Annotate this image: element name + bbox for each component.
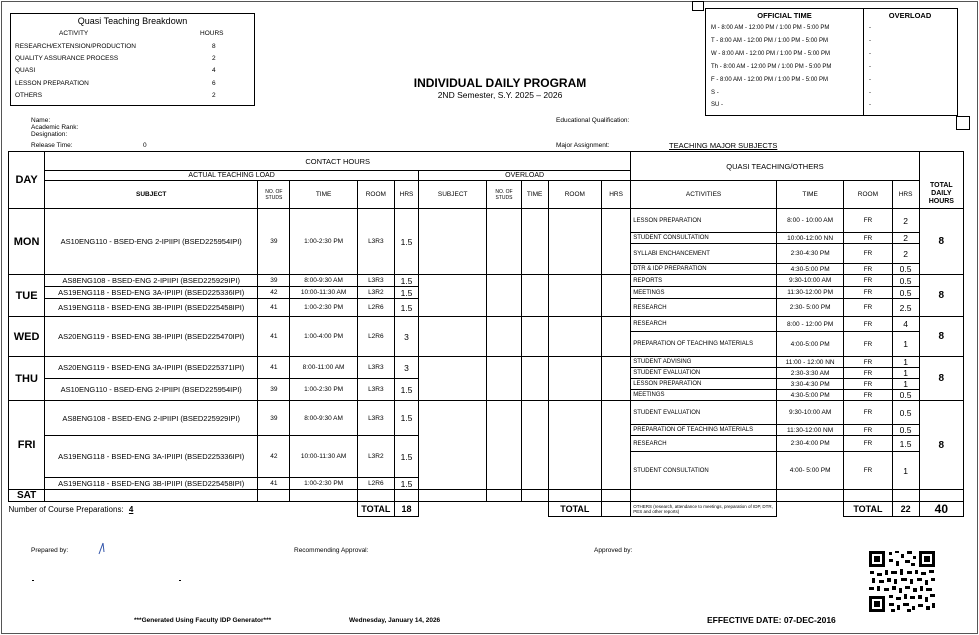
- table-row: [9, 275, 964, 287]
- table-cell: [45, 490, 258, 502]
- day-header: DAY: [9, 152, 45, 209]
- table-cell: 10:00-12:00 NN: [776, 233, 843, 244]
- official-time-row: W - 8:00 AM - 12:00 PM / 1:00 PM - 5:00 PM: [711, 51, 831, 57]
- day-mon: MON: [9, 209, 45, 275]
- table-cell: [601, 490, 630, 502]
- table-cell: 2: [892, 209, 919, 233]
- table-cell: RESEARCH: [631, 317, 777, 332]
- table-cell: SYLLABI ENCHANCEMENT: [631, 244, 777, 264]
- table-cell: L3R3: [357, 209, 394, 275]
- table-cell: [419, 490, 487, 502]
- table-cell: AS20ENG119 - BSED-ENG 3B-IPIIPI (BSED225470IPI): [45, 317, 258, 357]
- table-cell: [419, 357, 487, 401]
- overload-total-value: [601, 502, 630, 517]
- table-cell: AS19ENG118 - BSED-ENG 3B-IPIIPI (BSED225458IPI): [45, 299, 258, 317]
- table-cell: [521, 275, 548, 317]
- qr-code: [867, 549, 937, 614]
- table-cell: 1.5: [394, 379, 418, 401]
- overload-value: -: [869, 102, 871, 108]
- table-cell: [548, 357, 601, 401]
- table-cell: L2R6: [357, 317, 394, 357]
- col-time: TIME: [290, 181, 357, 209]
- table-cell: 10:00-11:30 AM: [290, 287, 357, 299]
- day-thu: THU: [9, 357, 45, 401]
- table-cell: L3R3: [357, 379, 394, 401]
- totals-row: [9, 502, 964, 517]
- table-cell: 9:30-10:00 AM: [776, 401, 843, 425]
- approved-by-label: Approved by:: [594, 547, 633, 554]
- table-cell: [548, 401, 601, 490]
- designation-label: Designation:: [31, 131, 68, 138]
- table-cell: 8:00-11:00 AM: [290, 357, 357, 379]
- table-cell: FR: [844, 299, 892, 317]
- table-cell: 1:00-2:30 PM: [290, 478, 357, 490]
- table-cell: 1: [892, 368, 919, 379]
- course-preps-value: 4: [128, 504, 134, 514]
- table-cell: L3R3: [357, 275, 394, 287]
- generated-date: Wednesday, January 14, 2026: [349, 617, 441, 624]
- generated-note: ***Generated Using Faculty IDP Generator***: [134, 617, 272, 624]
- table-cell: 4:00-5:00 PM: [776, 332, 843, 357]
- table-cell: L2R6: [357, 478, 394, 490]
- semester-label: 2ND Semester, S.Y. 2025 – 2026: [437, 90, 563, 100]
- table-cell: STUDENT CONSULTATION: [631, 452, 777, 490]
- col-ol-subject: SUBJECT: [419, 181, 487, 209]
- table-cell: 4:30-5:00 PM: [776, 390, 843, 401]
- quasi-col-hours: HOURS: [200, 30, 224, 37]
- table-cell: [601, 357, 630, 401]
- table-cell: FR: [844, 390, 892, 401]
- overload-value: -: [869, 38, 871, 44]
- signature-line-mark: [179, 580, 181, 581]
- table-cell: [521, 209, 548, 275]
- col-hrs: HRS: [394, 181, 418, 209]
- table-cell: 11:00 - 12:00 NN: [776, 357, 843, 368]
- table-cell: AS10ENG110 - BSED-ENG 2-IPIIPI (BSED225954IPI): [45, 379, 258, 401]
- table-cell: 8:00 - 10:00 AM: [776, 209, 843, 233]
- table-cell: 4:30-5:00 PM: [776, 264, 843, 275]
- table-cell: 10:00-11:30 AM: [290, 436, 357, 478]
- release-value: 0: [143, 142, 147, 149]
- col-total-daily: TOTAL DAILY HOURS: [919, 181, 963, 209]
- table-cell: [419, 317, 487, 357]
- table-cell: FR: [844, 368, 892, 379]
- table-row: [9, 317, 964, 332]
- table-cell: [419, 401, 487, 490]
- overload-value: -: [869, 77, 871, 83]
- table-cell: FR: [844, 332, 892, 357]
- corner-marker: [956, 116, 970, 130]
- table-cell: 9:30-10:00 AM: [776, 275, 843, 287]
- table-cell: [357, 490, 394, 502]
- quasi-others-header: QUASI TEACHING/OTHERS: [631, 152, 919, 181]
- table-cell: 0.5: [892, 401, 919, 425]
- table-cell: [601, 401, 630, 490]
- table-cell: [9, 502, 358, 517]
- effective-date: EFFECTIVE DATE: 07-DEC-2016: [707, 615, 836, 625]
- table-cell: FR: [844, 209, 892, 233]
- table-cell: 41: [258, 357, 290, 379]
- table-cell: 39: [258, 379, 290, 401]
- overload-value: -: [869, 90, 871, 96]
- table-cell: PREPARATION OF TEACHING MATERIALS: [631, 332, 777, 357]
- official-time-box: [705, 8, 958, 116]
- table-cell: 3: [394, 357, 418, 379]
- table-cell: [548, 275, 601, 317]
- table-cell: L3R2: [357, 287, 394, 299]
- table-cell: AS8ENG108 - BSED-ENG 2-IPIIPI (BSED225929IPI): [45, 275, 258, 287]
- table-cell: STUDENT CONSULTATION: [631, 233, 777, 244]
- table-cell: AS8ENG108 - BSED-ENG 2-IPIIPI (BSED225929IPI): [45, 401, 258, 436]
- table-cell: 2:30- 5:00 PM: [776, 299, 843, 317]
- table-cell: STUDENT EVALUATION: [631, 368, 777, 379]
- overload-value: -: [869, 51, 871, 57]
- day-wed: WED: [9, 317, 45, 357]
- table-cell: [776, 502, 843, 517]
- table-cell: 0.5: [892, 425, 919, 436]
- table-cell: 2:30-4:30 PM: [776, 244, 843, 264]
- official-time-row: F - 8:00 AM - 12:00 PM / 1:00 PM - 5:00 PM: [711, 77, 829, 83]
- day-tue: TUE: [9, 275, 45, 317]
- table-cell: [548, 317, 601, 357]
- edu-qualification-label: Educational Qualification:: [556, 117, 630, 124]
- table-cell: [487, 209, 521, 275]
- table-cell: 0.5: [892, 287, 919, 299]
- table-cell: L3R3: [357, 357, 394, 379]
- rank-label: Academic Rank:: [31, 124, 79, 131]
- table-cell: 1.5: [394, 275, 418, 287]
- official-time-title: OFFICIAL TIME: [757, 11, 812, 20]
- table-row: [9, 490, 964, 502]
- day-sat: SAT: [9, 490, 45, 502]
- quasi-row: LESSON PREPARATION 6: [15, 79, 216, 87]
- table-cell: STUDENT ADVISING: [631, 357, 777, 368]
- table-cell: L2R6: [357, 299, 394, 317]
- table-cell: 1:00-2:30 PM: [290, 209, 357, 275]
- quasi-col-activity: ACTIVITY: [59, 30, 89, 37]
- col-ol-hrs: HRS: [601, 181, 630, 209]
- table-cell: FR: [844, 233, 892, 244]
- table-cell: 2: [892, 233, 919, 244]
- official-time-row: M - 8:00 AM - 12:00 PM / 1:00 PM - 5:00 PM: [711, 25, 830, 31]
- table-row: [9, 401, 964, 425]
- table-cell: 8: [919, 401, 963, 490]
- table-cell: FR: [844, 317, 892, 332]
- table-row: [9, 357, 964, 368]
- quasi-row: QUALITY ASSURANCE PROCESS 2: [15, 54, 216, 62]
- table-cell: 42: [258, 287, 290, 299]
- signature-mark: [96, 540, 110, 556]
- table-cell: FR: [844, 401, 892, 425]
- table-cell: 2:30-4:00 PM: [776, 436, 843, 452]
- official-time-row: SU -: [711, 102, 724, 108]
- table-cell: 1:00-4:00 PM: [290, 317, 357, 357]
- table-cell: [601, 275, 630, 317]
- table-cell: RESEARCH: [631, 299, 777, 317]
- table-cell: 41: [258, 299, 290, 317]
- overload-value: -: [869, 25, 871, 31]
- table-cell: [419, 502, 549, 517]
- load-total-value: 18: [394, 502, 418, 517]
- official-time-row: S -: [711, 90, 719, 96]
- table-cell: 3: [394, 317, 418, 357]
- table-cell: 8: [919, 275, 963, 317]
- table-cell: 1.5: [394, 436, 418, 478]
- day-fri: FRI: [9, 401, 45, 490]
- table-cell: 1.5: [394, 209, 418, 275]
- table-cell: AS10ENG110 - BSED-ENG 2-IPIIPI (BSED225954IPI): [45, 209, 258, 275]
- table-cell: 1.5: [394, 299, 418, 317]
- table-cell: 4: [892, 317, 919, 332]
- corner-marker: [692, 1, 704, 11]
- table-cell: 1:00-2:30 PM: [290, 379, 357, 401]
- table-cell: [892, 490, 919, 502]
- table-cell: AS19ENG118 - BSED-ENG 3A-IPIIPI (BSED225336IPI): [45, 287, 258, 299]
- table-cell: 2: [892, 244, 919, 264]
- table-cell: 8: [919, 317, 963, 357]
- table-cell: FR: [844, 275, 892, 287]
- table-cell: 39: [258, 209, 290, 275]
- official-time-row: T - 8:00 AM - 12:00 PM / 1:00 PM - 5:00 PM: [711, 38, 828, 44]
- table-cell: [548, 490, 601, 502]
- table-cell: LESSON PREPARATION: [631, 209, 777, 233]
- col-room: ROOM: [357, 181, 394, 209]
- course-preps-label: Number of Course Preparations:: [8, 504, 124, 514]
- total-daily-blank: [919, 152, 963, 181]
- table-cell: FR: [844, 425, 892, 436]
- release-label: Release Time:: [31, 142, 73, 149]
- others-note: OTHERS (research, attendance to meetings, preparation of IDP, DTR, PES and other reports): [631, 502, 777, 517]
- load-total-label: TOTAL: [357, 502, 394, 517]
- table-cell: 8:00-9:30 AM: [290, 275, 357, 287]
- overload-value: -: [869, 64, 871, 70]
- table-cell: [776, 490, 843, 502]
- table-cell: FR: [844, 244, 892, 264]
- table-cell: 39: [258, 401, 290, 436]
- table-cell: [487, 490, 521, 502]
- name-label: Name:: [31, 117, 51, 124]
- table-cell: [601, 209, 630, 275]
- page-title: INDIVIDUAL DAILY PROGRAM: [413, 76, 587, 90]
- table-cell: 3:30-4:30 PM: [776, 379, 843, 390]
- col-subject: SUBJECT: [45, 181, 258, 209]
- table-cell: 42: [258, 436, 290, 478]
- table-cell: 1: [892, 332, 919, 357]
- table-cell: [258, 490, 290, 502]
- table-cell: 1: [892, 452, 919, 490]
- table-cell: [521, 317, 548, 357]
- grand-total-value: 40: [919, 502, 963, 517]
- table-cell: 39: [258, 275, 290, 287]
- table-cell: [487, 275, 521, 317]
- table-cell: [419, 209, 487, 275]
- actual-load-header: ACTUAL TEACHING LOAD: [45, 171, 419, 181]
- table-cell: 1.5: [394, 478, 418, 490]
- table-cell: [521, 401, 548, 490]
- table-cell: MEETINGS: [631, 287, 777, 299]
- col-q-time: TIME: [776, 181, 843, 209]
- table-row: [9, 209, 964, 233]
- table-cell: DTR & IDP PREPARATION: [631, 264, 777, 275]
- quasi-row: RESEARCH/EXTENSION/PRODUCTION 8: [15, 42, 216, 50]
- table-cell: 11:30-12:00 PM: [776, 287, 843, 299]
- table-cell: 1:00-2:30 PM: [290, 299, 357, 317]
- table-cell: RESEARCH: [631, 436, 777, 452]
- major-assignment-value: TEACHING MAJOR SUBJECTS: [669, 141, 778, 150]
- table-cell: AS20ENG119 - BSED-ENG 3A-IPIIPI (BSED225371IPI): [45, 357, 258, 379]
- table-cell: [521, 490, 548, 502]
- col-ol-studs: NO. OF STUDS: [487, 181, 521, 209]
- table-cell: [487, 357, 521, 401]
- table-cell: FR: [844, 436, 892, 452]
- col-ol-time: TIME: [521, 181, 548, 209]
- table-cell: [521, 357, 548, 401]
- table-cell: [419, 275, 487, 317]
- table-cell: 1.5: [892, 436, 919, 452]
- table-cell: [548, 209, 601, 275]
- quasi-total-value: 22: [892, 502, 919, 517]
- table-cell: 0.5: [892, 264, 919, 275]
- quasi-breakdown-box: [10, 13, 255, 106]
- overload-total-label: TOTAL: [548, 502, 601, 517]
- overload-title: OVERLOAD: [888, 11, 932, 20]
- table-cell: MEETINGS: [631, 390, 777, 401]
- table-cell: 41: [258, 317, 290, 357]
- table-cell: FR: [844, 264, 892, 275]
- table-cell: [487, 401, 521, 490]
- table-cell: [919, 490, 963, 502]
- official-time-row: Th - 8:00 AM - 12:00 PM / 1:00 PM - 5:00 PM: [711, 64, 832, 70]
- quasi-breakdown-title: Quasi Teaching Breakdown: [77, 16, 188, 26]
- col-q-hrs: HRS: [892, 181, 919, 209]
- table-cell: [844, 490, 892, 502]
- table-cell: 0.5: [892, 275, 919, 287]
- table-cell: FR: [844, 379, 892, 390]
- table-cell: FR: [844, 357, 892, 368]
- table-cell: [631, 490, 777, 502]
- table-cell: 8: [919, 357, 963, 401]
- program-table: [8, 151, 964, 517]
- table-cell: AS19ENG118 - BSED-ENG 3A-IPIIPI (BSED225336IPI): [45, 436, 258, 478]
- table-cell: FR: [844, 287, 892, 299]
- table-cell: 8: [919, 209, 963, 275]
- col-studs: NO. OF STUDS: [258, 181, 290, 209]
- table-cell: 2.5: [892, 299, 919, 317]
- table-cell: 1.5: [394, 401, 418, 436]
- table-cell: STUDENT EVALUATION: [631, 401, 777, 425]
- col-ol-room: ROOM: [548, 181, 601, 209]
- table-cell: 0.5: [892, 390, 919, 401]
- prepared-by-label: Prepared by:: [31, 547, 69, 554]
- table-cell: L3R3: [357, 401, 394, 436]
- table-cell: 8:00 - 12:00 PM: [776, 317, 843, 332]
- quasi-row: QUASI 4: [15, 67, 216, 75]
- col-activities: ACTIVITIES: [631, 181, 777, 209]
- table-cell: L3R2: [357, 436, 394, 478]
- table-cell: LESSON PREPARATION: [631, 379, 777, 390]
- col-q-room: ROOM: [844, 181, 892, 209]
- table-cell: REPORTS: [631, 275, 777, 287]
- major-assignment-label: Major Assignment:: [556, 142, 610, 149]
- signature-line-mark: [32, 580, 34, 581]
- quasi-total-label: TOTAL: [844, 502, 892, 517]
- table-cell: 11:30-12:00 NM: [776, 425, 843, 436]
- table-cell: [290, 490, 357, 502]
- table-cell: AS19ENG118 - BSED-ENG 3B-IPIIPI (BSED225458IPI): [45, 478, 258, 490]
- contact-hours-header: CONTACT HOURS: [45, 152, 631, 171]
- table-cell: 1: [892, 379, 919, 390]
- table-cell: PREPARATION OF TEACHING MATERIALS: [631, 425, 777, 436]
- overload-header: OVERLOAD: [419, 171, 631, 181]
- table-cell: 8:00-9:30 AM: [290, 401, 357, 436]
- quasi-row: OTHERS 2: [15, 91, 216, 99]
- table-cell: 1.5: [394, 287, 418, 299]
- table-cell: 41: [258, 478, 290, 490]
- table-cell: 2:30-3:30 AM: [776, 368, 843, 379]
- table-cell: [394, 490, 418, 502]
- table-cell: [487, 317, 521, 357]
- table-cell: FR: [844, 452, 892, 490]
- table-cell: [601, 317, 630, 357]
- table-cell: 4:00- 5:00 PM: [776, 452, 843, 490]
- table-cell: 1: [892, 357, 919, 368]
- recommending-approval-label: Recommending Approval:: [294, 547, 369, 554]
